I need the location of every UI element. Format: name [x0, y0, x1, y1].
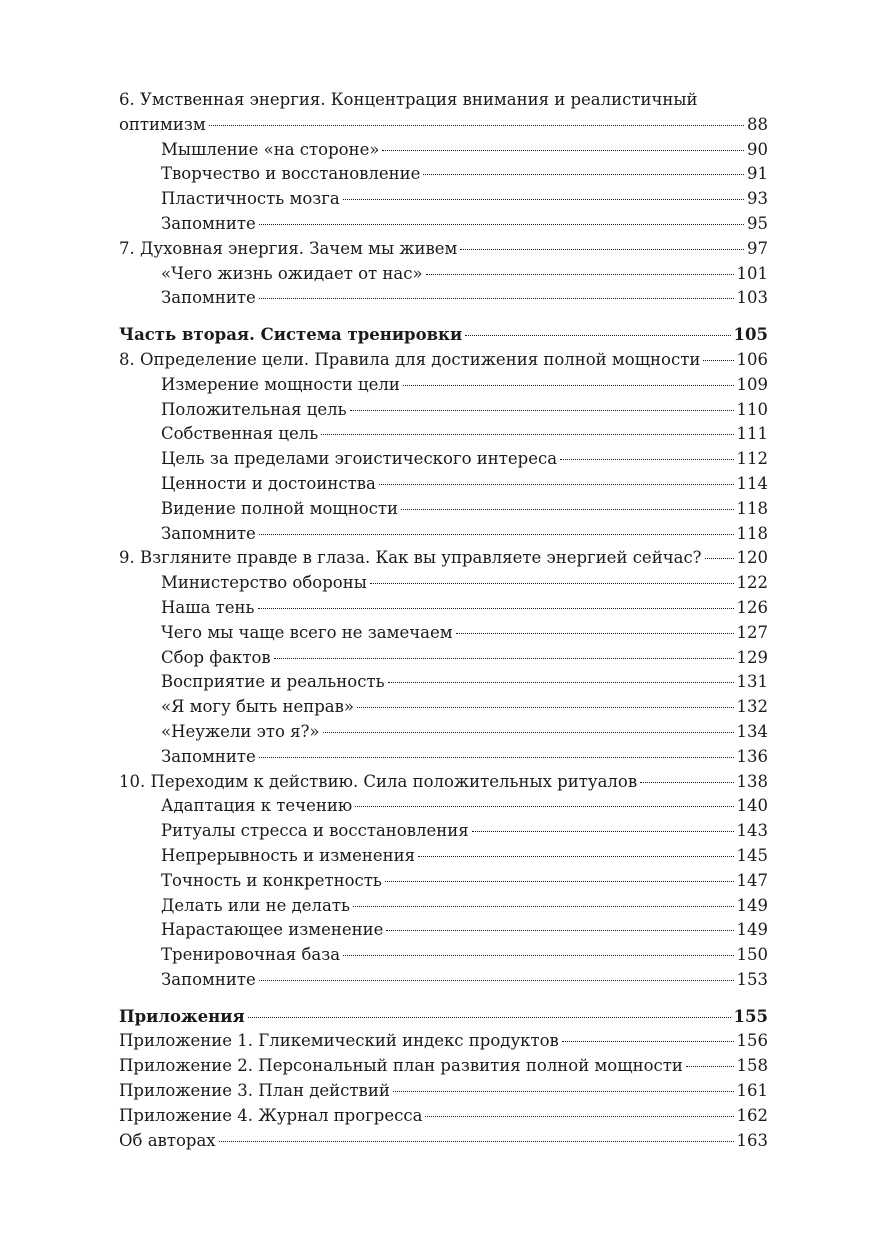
toc-entry-title: Приложение 2. Персональный план развития полной мощности	[119, 1056, 683, 1076]
toc-entry-title: 7. Духовная энергия. Зачем мы живем	[119, 238, 458, 258]
toc-entry-title: Положительная цель	[161, 399, 347, 419]
toc-entry-page-number: 149	[736, 920, 768, 940]
toc-entry-page-number: 145	[736, 845, 768, 865]
toc-entry-title: Восприятие и реальность	[161, 672, 385, 692]
toc-entry-title-line1: 6. Умственная энергия. Концентрация внимания и реалистичный	[119, 90, 698, 109]
dot-leader	[703, 360, 733, 361]
toc-entry-title: Запомните	[161, 288, 256, 308]
toc-entry	[119, 348, 768, 373]
toc-entry	[119, 869, 768, 894]
toc-entry-title: Ценности и достоинства	[161, 473, 376, 493]
toc-entry-title: «Я могу быть неправ»	[161, 697, 354, 717]
dot-leader	[460, 249, 744, 250]
toc-entry-page-number: 103	[736, 288, 768, 308]
toc-entry-page-number: 150	[736, 945, 768, 965]
dot-leader	[259, 534, 734, 535]
toc-entry	[119, 1054, 768, 1079]
dot-leader	[640, 782, 733, 783]
dot-leader	[426, 274, 734, 275]
toc-entry-page-number: 156	[736, 1031, 768, 1051]
toc-entry-title: Собственная цель	[161, 424, 319, 444]
dot-leader	[370, 583, 734, 584]
toc-entry	[119, 286, 768, 311]
dot-leader	[379, 484, 734, 485]
toc-entry-title: Запомните	[161, 746, 256, 766]
toc-entry-title: Точность и конкретность	[161, 870, 382, 890]
toc-entry-page-number: 88	[747, 114, 768, 134]
toc-entry-page-number: 136	[736, 746, 768, 766]
dot-leader	[403, 385, 734, 386]
toc-entry-title: Ритуалы стресса и восстановления	[161, 821, 469, 841]
dot-leader	[259, 224, 744, 225]
dot-leader	[423, 174, 744, 175]
toc-entry-page-number: 112	[736, 449, 768, 469]
dot-leader	[357, 707, 734, 708]
dot-leader	[472, 831, 734, 832]
toc-entry-page-number: 161	[736, 1081, 768, 1101]
toc-entry-title: Министерство обороны	[161, 573, 367, 593]
toc-entry-page-number: 162	[736, 1105, 768, 1125]
toc-entry-title: «Неужели это я?»	[161, 721, 320, 741]
dot-leader	[401, 509, 733, 510]
dot-leader	[259, 980, 734, 981]
toc-entry-page-number: 149	[736, 895, 768, 915]
toc-entry-page-number: 138	[736, 771, 768, 791]
toc-entry-title: Приложение 1. Гликемический индекс продуктов	[119, 1031, 559, 1051]
toc-entry	[119, 237, 768, 262]
toc-entry-title: Адаптация к течению	[161, 796, 353, 816]
dot-leader	[343, 955, 733, 956]
toc-entry	[119, 894, 768, 919]
dot-leader	[465, 335, 730, 336]
dot-leader	[274, 658, 734, 659]
dot-leader	[350, 410, 734, 411]
dot-leader	[456, 633, 734, 634]
toc-entry-page-number: 111	[736, 424, 768, 444]
dot-leader	[386, 930, 733, 931]
toc-entry	[119, 943, 768, 968]
toc-entry	[119, 162, 768, 187]
toc-entry	[119, 596, 768, 621]
toc-entry-title: оптимизм	[119, 114, 206, 134]
dot-leader	[705, 558, 734, 559]
toc-entry-page-number: 153	[736, 969, 768, 989]
dot-leader	[560, 459, 733, 460]
toc-entry-page-number: 131	[736, 672, 768, 692]
toc-entry-page-number: 158	[736, 1056, 768, 1076]
toc-entry	[119, 522, 768, 547]
toc-entry-title: Тренировочная база	[161, 945, 341, 965]
toc-entry-page-number: 101	[736, 263, 768, 283]
toc-entry-title: Измерение мощности цели	[161, 374, 400, 394]
toc-entry-title: Приложение 3. План действий	[119, 1081, 390, 1101]
toc-entry-page-number: 132	[736, 697, 768, 717]
toc-entry	[119, 1129, 768, 1154]
toc-entry	[119, 373, 768, 398]
toc-entry	[119, 1005, 768, 1030]
toc-entry-title: Чего мы чаще всего не замечаем	[161, 622, 453, 642]
toc-entry	[119, 88, 768, 138]
dot-leader	[382, 150, 744, 151]
toc-entry-title: Запомните	[161, 523, 256, 543]
toc-entry-page-number: 122	[736, 573, 768, 593]
toc-entry-title: Нарастающее изменение	[161, 920, 384, 940]
toc-entry-page-number: 126	[736, 597, 768, 617]
toc-entry	[119, 212, 768, 237]
toc-entry-title: Мышление «на стороне»	[161, 139, 380, 159]
toc-entry-page-number: 95	[747, 213, 768, 233]
dot-leader	[248, 1017, 731, 1018]
toc-entry	[119, 646, 768, 671]
toc-entry-page-number: 118	[736, 498, 768, 518]
toc-entry-page-number: 127	[736, 622, 768, 642]
toc-entry	[119, 187, 768, 212]
toc-entry	[119, 695, 768, 720]
toc-entry-title: Запомните	[161, 969, 256, 989]
toc-entry-page-number: 109	[736, 374, 768, 394]
dot-leader	[425, 1116, 733, 1117]
dot-leader	[393, 1091, 734, 1092]
toc-entry-page-number: 155	[733, 1006, 768, 1026]
dot-leader	[353, 906, 734, 907]
dot-leader	[259, 757, 734, 758]
toc-entry-title: Об авторах	[119, 1130, 216, 1150]
toc-entry	[119, 472, 768, 497]
toc-entry	[119, 398, 768, 423]
toc-entry-title: Часть вторая. Система тренировки	[119, 325, 463, 345]
toc-entry	[119, 497, 768, 522]
toc-entry-title: Видение полной мощности	[161, 498, 399, 518]
toc-entry	[119, 1029, 768, 1054]
toc-entry-page-number: 163	[736, 1130, 768, 1150]
toc-entry-page-number: 140	[736, 796, 768, 816]
toc-entry-page-number: 118	[736, 523, 768, 543]
toc-entry	[119, 745, 768, 770]
toc-entry	[119, 138, 768, 163]
toc-entry-title: 8. Определение цели. Правила для достижения полной мощности	[119, 349, 701, 369]
toc-entry-page-number: 93	[747, 189, 768, 209]
toc-entry-title: Наша тень	[161, 597, 255, 617]
toc-entry-title: Непрерывность и изменения	[161, 845, 415, 865]
toc-entry	[119, 720, 768, 745]
toc-entry	[119, 323, 768, 348]
toc-entry-title: 9. Взгляните правде в глаза. Как вы управляете энергией сейчас?	[119, 548, 702, 568]
dot-leader	[418, 856, 734, 857]
dot-leader	[209, 125, 744, 126]
toc-entry-title: Запомните	[161, 213, 256, 233]
toc-entry	[119, 1079, 768, 1104]
dot-leader	[388, 682, 734, 683]
dot-leader	[321, 434, 733, 435]
dot-leader	[355, 806, 733, 807]
toc-entry	[119, 571, 768, 596]
toc-entry	[119, 621, 768, 646]
toc-entry-page-number: 143	[736, 821, 768, 841]
dot-leader	[385, 881, 734, 882]
toc-entry-page-number: 90	[747, 139, 768, 159]
dot-leader	[686, 1066, 734, 1067]
toc-entry	[119, 447, 768, 472]
toc-entry-page-number: 134	[736, 721, 768, 741]
dot-leader	[258, 608, 734, 609]
dot-leader	[219, 1141, 734, 1142]
toc-entry-title: Сбор фактов	[161, 647, 271, 667]
toc-entry-page-number: 105	[733, 325, 768, 345]
toc-entry-title: «Чего жизнь ожидает от нас»	[161, 263, 423, 283]
toc-entry-page-number: 97	[747, 238, 768, 258]
toc-entry	[119, 546, 768, 571]
toc-entry-title: Пластичность мозга	[161, 189, 340, 209]
toc-entry	[119, 422, 768, 447]
toc-entry-page-number: 114	[736, 473, 768, 493]
dot-leader	[259, 298, 734, 299]
toc-entry	[119, 262, 768, 287]
toc-entry-page-number: 110	[736, 399, 768, 419]
toc-entry	[119, 819, 768, 844]
toc-entry-page-number: 120	[736, 548, 768, 568]
toc-entry	[119, 770, 768, 795]
dot-leader	[343, 199, 744, 200]
toc-entry-page-number: 129	[736, 647, 768, 667]
toc-entry-title: Делать или не делать	[161, 895, 350, 915]
toc-entry-page-number: 147	[736, 870, 768, 890]
toc-entry	[119, 844, 768, 869]
toc-entry	[119, 670, 768, 695]
toc-entry-page-number: 91	[747, 164, 768, 184]
dot-leader	[562, 1041, 734, 1042]
toc-entry	[119, 794, 768, 819]
toc-entry	[119, 968, 768, 993]
toc-entry-title: 10. Переходим к действию. Сила положительных ритуалов	[119, 771, 638, 791]
toc-entry-title: Приложение 4. Журнал прогресса	[119, 1105, 423, 1125]
toc-entry	[119, 918, 768, 943]
toc-entry-title: Творчество и восстановление	[161, 164, 421, 184]
dot-leader	[323, 732, 734, 733]
toc-entry-title: Цель за пределами эгоистического интереса	[161, 449, 558, 469]
toc-entry-page-number: 106	[736, 349, 768, 369]
toc-entry	[119, 1104, 768, 1129]
table-of-contents	[119, 88, 768, 1153]
toc-entry-title: Приложения	[119, 1006, 245, 1026]
